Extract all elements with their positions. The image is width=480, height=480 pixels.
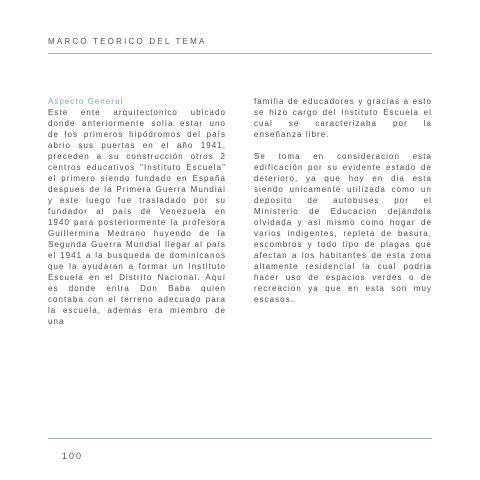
- right-text-column: [254, 96, 432, 316]
- section-heading: Aspecto General: [48, 97, 124, 106]
- footer-divider: [48, 438, 432, 439]
- left-text-column: [48, 96, 226, 338]
- right-paragraph-1: familia de educadores y gracias a esto se hizo cargo del Instituto Escuela el cual se caracterizaba por la enseñanza libre.: [254, 97, 432, 139]
- left-paragraph: [48, 96, 226, 327]
- page-header-title: MARCO TEÓRICO DEL TEMA: [48, 37, 207, 46]
- right-paragraph-2: Se toma en consideracion esta edificación por su evidente estado de deterioro, ya que hoy en dia esta siendo unicamente utilizada como un deposito de autobuses por el Ministerio de Educacion dejándola olvidada y asi mismo como hogar de varios indigentes, repleta de basura, escombros y todo tipo de plagas que afectan a los habitantes de esta zona altamente residencial la cual podria hacer uso de espacios verdes o de recreacion ya que en esta son muy escasos.: [254, 152, 432, 304]
- page-number: 100: [62, 451, 84, 461]
- header-divider: [48, 53, 432, 54]
- body-text: Este ente arquitectonico ubicado donde anteriormente solía estar uno de los primeros hipódromos del país abrio sus puertas en el año 1941, preceden a su construcción otros 2 centros educativos "Instituto Escuela" el primero siendo fundado en España despues de la Primera Guerra Mundial y este luego fue trasladado por su fundador al país de Venezuela en 1940 para posteriormente la profesora Guillermina Medrano huyendo de la Segunda Guerra Mundial llegar al país el 1941 a la busqueda de dominicanos que la ayudaran a formar un Instituto Escuela en el Distrito Nacional. Aquí es donde entra Don Baba quien contaba con el terreno adecuado para la escuela, ademas era miembro de una: [48, 108, 226, 326]
